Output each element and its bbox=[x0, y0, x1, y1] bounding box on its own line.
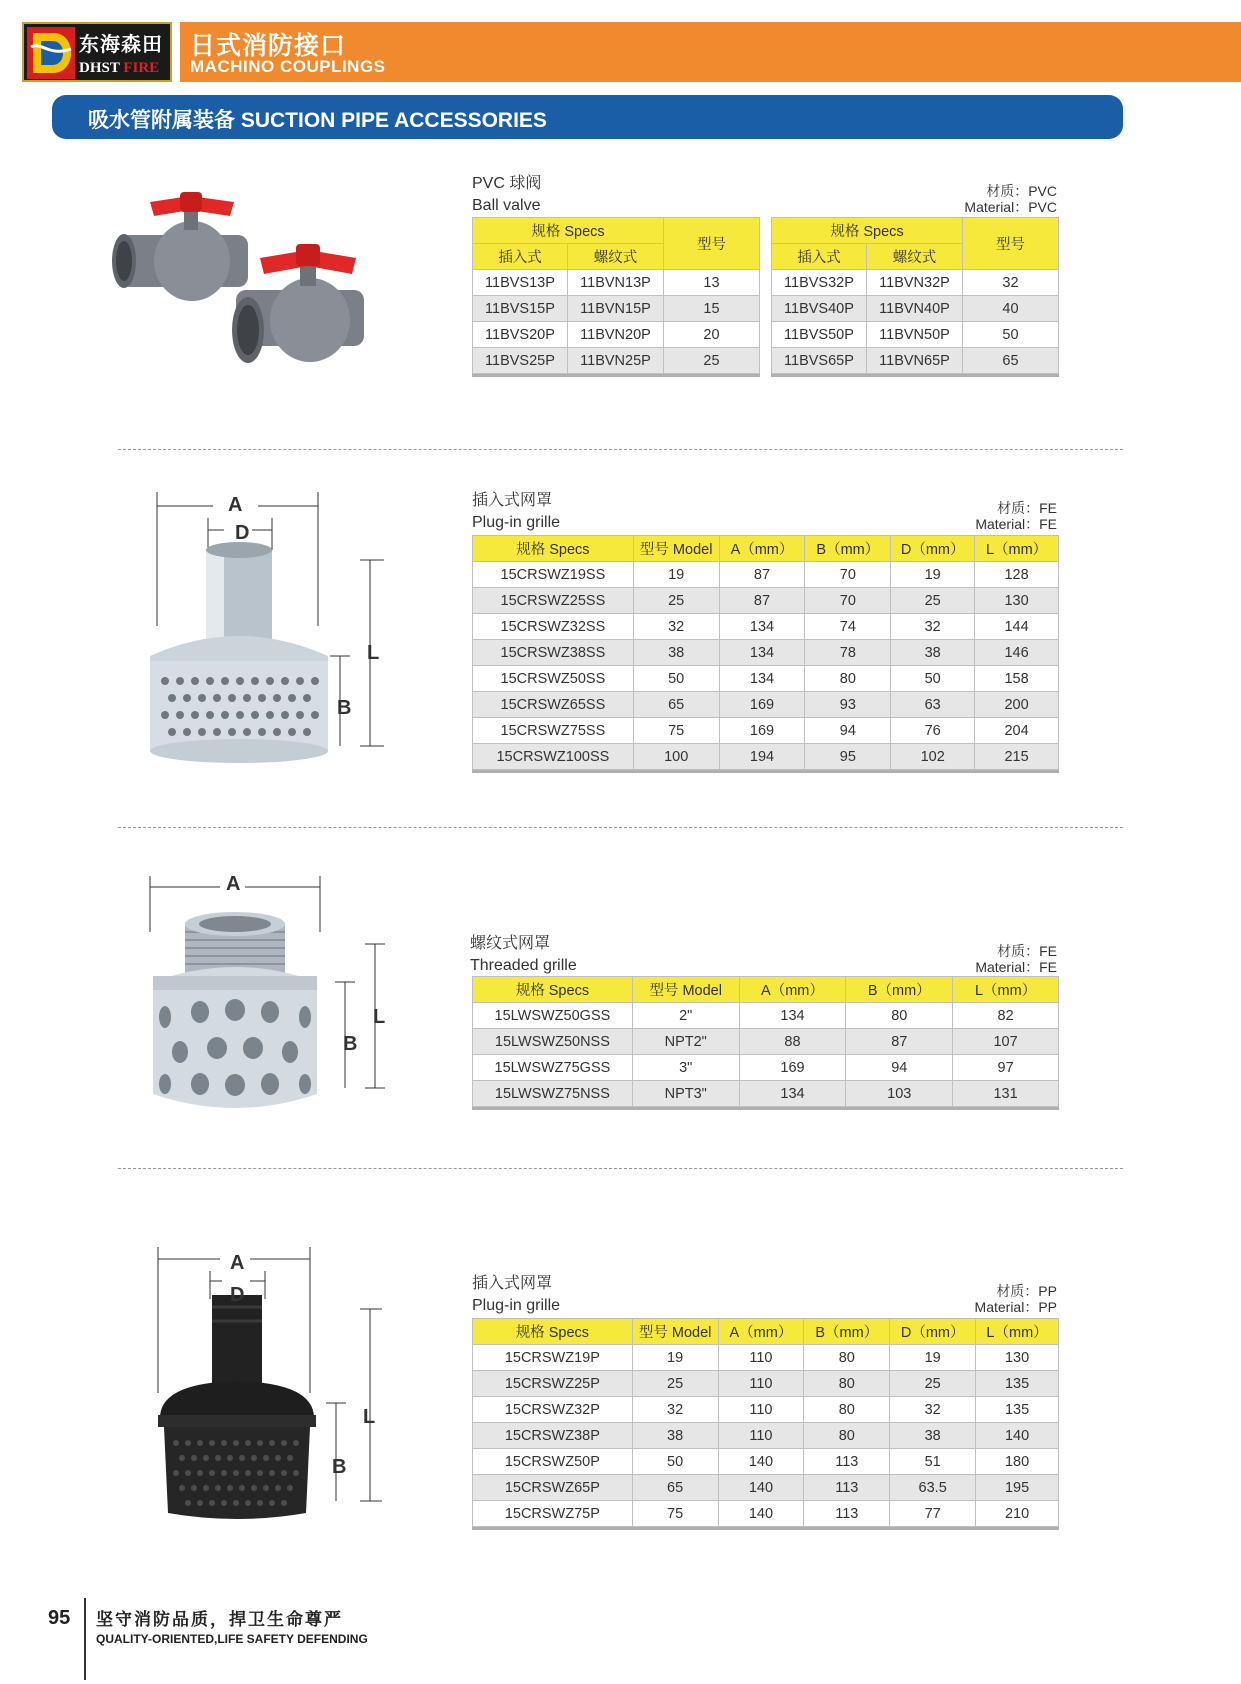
footer-slogan-cn: 坚守消防品质，捍卫生命尊严 bbox=[96, 1610, 343, 1629]
plug-pp-material-cn: 材质：PP bbox=[996, 1283, 1057, 1299]
threaded-material bbox=[917, 943, 1057, 975]
column-header: B（mm） bbox=[805, 536, 891, 562]
ball-valve-table-left bbox=[472, 217, 760, 374]
table-cell: NPT3" bbox=[632, 1081, 739, 1107]
section-divider bbox=[118, 827, 1123, 828]
table-cell: 50 bbox=[632, 1449, 718, 1475]
column-header: A（mm） bbox=[719, 536, 805, 562]
table-cell: 15CRSWZ19P bbox=[473, 1345, 633, 1371]
column-header: 型号 Model bbox=[632, 977, 739, 1003]
table-cell: 80 bbox=[804, 1397, 890, 1423]
table-cell: 110 bbox=[718, 1371, 804, 1397]
table-cell: 25 bbox=[633, 588, 719, 614]
table-row bbox=[473, 1055, 1059, 1081]
plug-fe-title-en: Plug-in grille bbox=[472, 514, 561, 531]
page-number: 95 bbox=[48, 1607, 71, 1629]
threaded-table bbox=[472, 976, 1059, 1107]
specs-header: 规格 Specs bbox=[473, 218, 664, 244]
ball-valve-material-cn: 材质：PVC bbox=[986, 183, 1057, 199]
column-header: L（mm） bbox=[975, 536, 1059, 562]
table-cell: 75 bbox=[633, 718, 719, 744]
column-header: 型号 Model bbox=[632, 1319, 718, 1345]
table-cell: 158 bbox=[975, 666, 1059, 692]
table-cell: 32 bbox=[890, 1397, 976, 1423]
table-row bbox=[473, 1081, 1059, 1107]
insert-header: 插入式 bbox=[772, 244, 867, 270]
table-row bbox=[473, 322, 760, 348]
table-cell: 146 bbox=[975, 640, 1059, 666]
table-cell: 140 bbox=[976, 1423, 1059, 1449]
table-row bbox=[473, 1029, 1059, 1055]
table-row bbox=[473, 1003, 1059, 1029]
table-cell: 15CRSWZ65P bbox=[473, 1475, 633, 1501]
plug-fe-title bbox=[472, 490, 560, 534]
plug-fe-body bbox=[473, 562, 1059, 770]
table-cell: 140 bbox=[718, 1475, 804, 1501]
table-cell: 135 bbox=[976, 1371, 1059, 1397]
table-cell: 15CRSWZ50SS bbox=[473, 666, 634, 692]
threaded-title-cn: 螺纹式网罩 bbox=[470, 935, 551, 952]
table-row bbox=[473, 666, 1059, 692]
plug-fe-material bbox=[917, 500, 1057, 532]
table-row bbox=[772, 322, 1059, 348]
table-row bbox=[473, 692, 1059, 718]
table-cell: 32 bbox=[633, 614, 719, 640]
table-cell: 131 bbox=[953, 1081, 1059, 1107]
plug-pp-title bbox=[472, 1273, 560, 1317]
table-cell: 19 bbox=[890, 1345, 976, 1371]
table-row bbox=[473, 270, 760, 296]
thread-header: 螺纹式 bbox=[866, 244, 962, 270]
threaded-header-row bbox=[473, 977, 1059, 1003]
plug-pp-material-en: Material：PP bbox=[974, 1299, 1057, 1315]
ball-valve-title bbox=[472, 173, 541, 217]
table-cell: 11BVN40P bbox=[866, 296, 962, 322]
table-cell: 15CRSWZ65SS bbox=[473, 692, 634, 718]
table-cell: 15LWSWZ75GSS bbox=[473, 1055, 633, 1081]
plug-pp-body bbox=[473, 1345, 1059, 1527]
ball-valve-image bbox=[110, 180, 380, 390]
dim-d-label: D bbox=[235, 522, 250, 544]
table-cell: 80 bbox=[804, 1423, 890, 1449]
column-header: 规格 Specs bbox=[473, 536, 634, 562]
table-cell: 94 bbox=[805, 718, 891, 744]
logo-mark-icon bbox=[27, 27, 75, 79]
table-cell: 25 bbox=[891, 588, 975, 614]
column-header: D（mm） bbox=[890, 1319, 976, 1345]
table-cell: 134 bbox=[739, 1081, 846, 1107]
dim-a-label: A bbox=[226, 873, 241, 895]
table-cell: 15CRSWZ32SS bbox=[473, 614, 634, 640]
model-header: 型号 bbox=[664, 218, 760, 270]
table-cell: 11BVN20P bbox=[567, 322, 663, 348]
plug-pp-material bbox=[917, 1283, 1057, 1315]
table-cell: 113 bbox=[804, 1449, 890, 1475]
table-row bbox=[473, 744, 1059, 770]
table-cell: 107 bbox=[953, 1029, 1059, 1055]
footer-divider bbox=[84, 1598, 86, 1680]
header-title-cn: 日式消防接口 bbox=[190, 32, 347, 60]
column-header: L（mm） bbox=[953, 977, 1059, 1003]
table-cell: 50 bbox=[891, 666, 975, 692]
table-cell: 75 bbox=[632, 1501, 718, 1527]
ball-valve-left-body bbox=[473, 270, 760, 374]
table-cell: 11BVN65P bbox=[866, 348, 962, 374]
table-row bbox=[473, 562, 1059, 588]
table-cell: 15LWSWZ75NSS bbox=[473, 1081, 633, 1107]
table-cell: 87 bbox=[719, 562, 805, 588]
table-cell: 20 bbox=[664, 322, 760, 348]
table-cell: 38 bbox=[891, 640, 975, 666]
ball-valve-title-cn: PVC 球阀 bbox=[472, 175, 542, 192]
table-cell: 38 bbox=[890, 1423, 976, 1449]
table-cell: 2" bbox=[632, 1003, 739, 1029]
table-row bbox=[473, 348, 760, 374]
table-cell: 70 bbox=[805, 588, 891, 614]
table-cell: 40 bbox=[963, 296, 1059, 322]
plug-grille-pp-drawing bbox=[150, 1243, 400, 1533]
thread-header: 螺纹式 bbox=[567, 244, 663, 270]
table-cell: 134 bbox=[719, 614, 805, 640]
column-header: 规格 Specs bbox=[473, 977, 633, 1003]
header-title-en: MACHINO COUPLINGS bbox=[190, 57, 386, 76]
table-cell: 95 bbox=[805, 744, 891, 770]
table-cell: 50 bbox=[633, 666, 719, 692]
table-cell: 87 bbox=[846, 1029, 953, 1055]
table-cell: 15CRSWZ32P bbox=[473, 1397, 633, 1423]
table-cell: 87 bbox=[719, 588, 805, 614]
table-cell: 169 bbox=[719, 718, 805, 744]
table-cell: 51 bbox=[890, 1449, 976, 1475]
model-header: 型号 bbox=[963, 218, 1059, 270]
logo-text-en-2: FIRE bbox=[123, 60, 160, 76]
table-cell: 100 bbox=[633, 744, 719, 770]
table-cell: 19 bbox=[891, 562, 975, 588]
table-cell: 15CRSWZ50P bbox=[473, 1449, 633, 1475]
plug-fe-table bbox=[472, 535, 1059, 770]
table-cell: 130 bbox=[976, 1345, 1059, 1371]
table-cell: 110 bbox=[718, 1423, 804, 1449]
table-cell: 140 bbox=[718, 1449, 804, 1475]
column-header: A（mm） bbox=[739, 977, 846, 1003]
dim-l-label: L bbox=[373, 1006, 386, 1028]
table-cell: 80 bbox=[804, 1371, 890, 1397]
table-row bbox=[473, 1345, 1059, 1371]
plug-fe-material-cn: 材质：FE bbox=[997, 500, 1057, 516]
table-cell: 128 bbox=[975, 562, 1059, 588]
logo-text-cn: 东海森田 bbox=[79, 34, 163, 56]
ball-valve-right-body bbox=[772, 270, 1059, 374]
column-header: L（mm） bbox=[976, 1319, 1059, 1345]
table-cell: 134 bbox=[719, 666, 805, 692]
table-cell: 25 bbox=[632, 1371, 718, 1397]
table-cell: 80 bbox=[846, 1003, 953, 1029]
table-cell: 80 bbox=[805, 666, 891, 692]
table-cell: 3" bbox=[632, 1055, 739, 1081]
footer-slogan-en: QUALITY-ORIENTED,LIFE SAFETY DEFENDING bbox=[96, 1632, 368, 1646]
section-title: 吸水管附属装备 SUCTION PIPE ACCESSORIES bbox=[88, 109, 547, 132]
table-cell: 65 bbox=[963, 348, 1059, 374]
column-header: A（mm） bbox=[718, 1319, 804, 1345]
table-cell: 76 bbox=[891, 718, 975, 744]
table-cell: 15CRSWZ38SS bbox=[473, 640, 634, 666]
table-cell: NPT2" bbox=[632, 1029, 739, 1055]
table-row bbox=[473, 1423, 1059, 1449]
table-cell: 11BVS25P bbox=[473, 348, 568, 374]
table-cell: 113 bbox=[804, 1475, 890, 1501]
table-cell: 15CRSWZ19SS bbox=[473, 562, 634, 588]
table-row bbox=[473, 1501, 1059, 1527]
table-cell: 103 bbox=[846, 1081, 953, 1107]
table-cell: 11BVN32P bbox=[866, 270, 962, 296]
ball-valve-material bbox=[917, 183, 1057, 215]
table-cell: 11BVS65P bbox=[772, 348, 867, 374]
table-cell: 93 bbox=[805, 692, 891, 718]
table-cell: 11BVS13P bbox=[473, 270, 568, 296]
table-cell: 70 bbox=[805, 562, 891, 588]
column-header: B（mm） bbox=[804, 1319, 890, 1345]
table-cell: 195 bbox=[976, 1475, 1059, 1501]
dim-b-label: B bbox=[337, 697, 352, 719]
table-cell: 63 bbox=[891, 692, 975, 718]
table-cell: 210 bbox=[976, 1501, 1059, 1527]
table-cell: 180 bbox=[976, 1449, 1059, 1475]
table-cell: 13 bbox=[664, 270, 760, 296]
table-row bbox=[772, 348, 1059, 374]
table-cell: 38 bbox=[633, 640, 719, 666]
table-cell: 11BVS40P bbox=[772, 296, 867, 322]
table-cell: 135 bbox=[976, 1397, 1059, 1423]
dim-l-label: L bbox=[367, 642, 380, 664]
table-cell: 102 bbox=[891, 744, 975, 770]
threaded-title bbox=[470, 933, 577, 977]
table-cell: 11BVN50P bbox=[866, 322, 962, 348]
table-cell: 78 bbox=[805, 640, 891, 666]
table-cell: 77 bbox=[890, 1501, 976, 1527]
dim-a-label: A bbox=[230, 1252, 245, 1274]
section-divider bbox=[118, 449, 1123, 450]
table-cell: 32 bbox=[891, 614, 975, 640]
brand-logo bbox=[22, 22, 172, 82]
threaded-material-en: Material：FE bbox=[975, 959, 1057, 975]
table-cell: 110 bbox=[718, 1345, 804, 1371]
table-cell: 32 bbox=[632, 1397, 718, 1423]
table-row bbox=[473, 588, 1059, 614]
table-cell: 25 bbox=[890, 1371, 976, 1397]
threaded-title-en: Threaded grille bbox=[470, 957, 577, 974]
dim-b-label: B bbox=[332, 1456, 347, 1478]
table-cell: 11BVS15P bbox=[473, 296, 568, 322]
table-cell: 134 bbox=[739, 1003, 846, 1029]
table-cell: 88 bbox=[739, 1029, 846, 1055]
table-row bbox=[473, 1371, 1059, 1397]
table-cell: 19 bbox=[632, 1345, 718, 1371]
table-cell: 144 bbox=[975, 614, 1059, 640]
table-cell: 15LWSWZ50GSS bbox=[473, 1003, 633, 1029]
table-cell: 11BVN15P bbox=[567, 296, 663, 322]
table-cell: 169 bbox=[739, 1055, 846, 1081]
table-cell: 11BVS20P bbox=[473, 322, 568, 348]
plug-grille-fe-drawing bbox=[140, 486, 400, 771]
table-row bbox=[772, 270, 1059, 296]
table-cell: 94 bbox=[846, 1055, 953, 1081]
table-cell: 74 bbox=[805, 614, 891, 640]
table-cell: 140 bbox=[718, 1501, 804, 1527]
column-header: 规格 Specs bbox=[473, 1319, 633, 1345]
table-cell: 15CRSWZ75SS bbox=[473, 718, 634, 744]
table-row bbox=[473, 1475, 1059, 1501]
table-cell: 134 bbox=[719, 640, 805, 666]
table-cell: 50 bbox=[963, 322, 1059, 348]
table-cell: 204 bbox=[975, 718, 1059, 744]
table-cell: 15 bbox=[664, 296, 760, 322]
table-cell: 15CRSWZ25SS bbox=[473, 588, 634, 614]
table-cell: 63.5 bbox=[890, 1475, 976, 1501]
table-cell: 194 bbox=[719, 744, 805, 770]
table-cell: 215 bbox=[975, 744, 1059, 770]
dim-d-label: D bbox=[230, 1284, 245, 1306]
table-cell: 65 bbox=[632, 1475, 718, 1501]
table-cell: 15LWSWZ50NSS bbox=[473, 1029, 633, 1055]
dim-b-label: B bbox=[343, 1033, 358, 1055]
ball-valve-table-right bbox=[771, 217, 1059, 374]
table-cell: 19 bbox=[633, 562, 719, 588]
dim-l-label: L bbox=[363, 1406, 376, 1428]
ball-valve-title-en: Ball valve bbox=[472, 197, 541, 214]
table-row bbox=[473, 718, 1059, 744]
table-cell: 11BVS50P bbox=[772, 322, 867, 348]
table-cell: 38 bbox=[632, 1423, 718, 1449]
table-cell: 11BVS32P bbox=[772, 270, 867, 296]
threaded-body bbox=[473, 1003, 1059, 1107]
column-header: 型号 Model bbox=[633, 536, 719, 562]
plug-fe-header-row bbox=[473, 536, 1059, 562]
table-row bbox=[772, 296, 1059, 322]
column-header: D（mm） bbox=[891, 536, 975, 562]
plug-fe-title-cn: 插入式网罩 bbox=[472, 492, 553, 509]
section-divider bbox=[118, 1168, 1123, 1169]
table-row bbox=[473, 1449, 1059, 1475]
table-cell: 97 bbox=[953, 1055, 1059, 1081]
table-cell: 25 bbox=[664, 348, 760, 374]
plug-pp-table bbox=[472, 1318, 1059, 1527]
table-row bbox=[473, 296, 760, 322]
threaded-material-cn: 材质：FE bbox=[997, 943, 1057, 959]
insert-header: 插入式 bbox=[473, 244, 568, 270]
logo-text-en bbox=[79, 60, 159, 77]
table-cell: 15CRSWZ25P bbox=[473, 1371, 633, 1397]
table-cell: 80 bbox=[804, 1345, 890, 1371]
column-header: B（mm） bbox=[846, 977, 953, 1003]
table-cell: 15CRSWZ38P bbox=[473, 1423, 633, 1449]
table-row bbox=[473, 614, 1059, 640]
logo-text-en-1: DHST bbox=[79, 60, 120, 76]
table-cell: 82 bbox=[953, 1003, 1059, 1029]
table-cell: 169 bbox=[719, 692, 805, 718]
table-cell: 11BVN13P bbox=[567, 270, 663, 296]
table-cell: 15CRSWZ75P bbox=[473, 1501, 633, 1527]
plug-pp-title-cn: 插入式网罩 bbox=[472, 1275, 553, 1292]
table-cell: 11BVN25P bbox=[567, 348, 663, 374]
table-row bbox=[473, 640, 1059, 666]
plug-fe-material-en: Material：FE bbox=[975, 516, 1057, 532]
plug-pp-title-en: Plug-in grille bbox=[472, 1297, 561, 1314]
plug-pp-header-row bbox=[473, 1319, 1059, 1345]
threaded-grille-drawing bbox=[145, 872, 395, 1127]
table-cell: 130 bbox=[975, 588, 1059, 614]
table-cell: 113 bbox=[804, 1501, 890, 1527]
table-cell: 200 bbox=[975, 692, 1059, 718]
table-row bbox=[473, 1397, 1059, 1423]
dim-a-label: A bbox=[228, 494, 243, 516]
table-cell: 65 bbox=[633, 692, 719, 718]
specs-header: 规格 Specs bbox=[772, 218, 963, 244]
ball-valve-material-en: Material：PVC bbox=[964, 199, 1057, 215]
table-cell: 15CRSWZ100SS bbox=[473, 744, 634, 770]
table-cell: 110 bbox=[718, 1397, 804, 1423]
table-cell: 32 bbox=[963, 270, 1059, 296]
